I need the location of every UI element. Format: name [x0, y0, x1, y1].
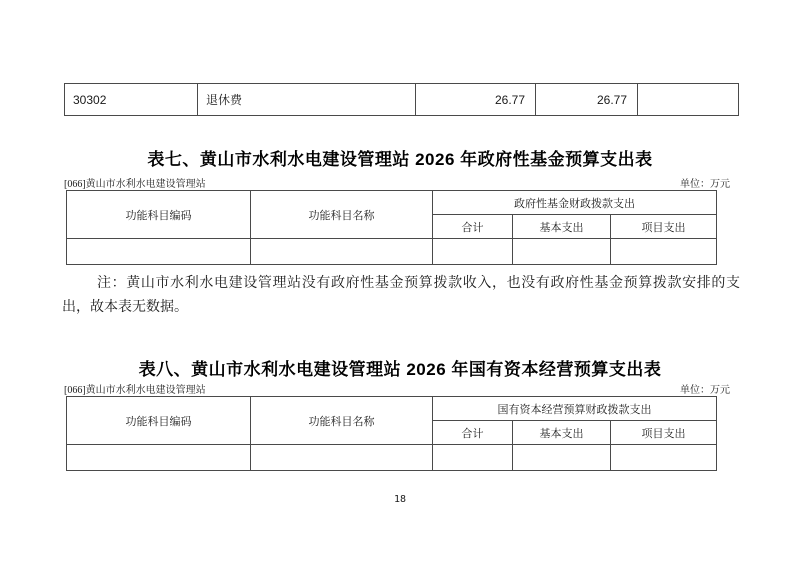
total-amount-cell: 26.77 — [416, 84, 536, 116]
empty-data-row — [67, 239, 717, 265]
table-eight-caption — [64, 381, 730, 396]
header-row-group — [67, 191, 717, 215]
table-row — [65, 84, 739, 116]
empty-cell — [611, 445, 717, 471]
function-name-cell: 退休费 — [198, 84, 416, 116]
header-total: 合计 — [433, 215, 513, 239]
continued-expense-table — [64, 83, 739, 116]
header-project: 项目支出 — [611, 215, 717, 239]
table-seven-note: 注：黄山市水利水电建设管理站没有政府性基金预算拨款收入，也没有政府性基金预算拨款安排的支出，故本表无数据。 — [62, 276, 740, 315]
empty-cell — [513, 239, 611, 265]
table-seven-title: 表七、黄山市水利水电建设管理站 2026 年政府性基金预算支出表 — [147, 150, 653, 169]
empty-cell — [67, 445, 251, 471]
header-row-group — [67, 397, 717, 421]
org-label: [066]黄山市水利水电建设管理站 — [64, 179, 206, 190]
empty-cell — [611, 239, 717, 265]
header-capital-group: 国有资本经营预算财政拨款支出 — [433, 397, 717, 421]
org-label: [066]黄山市水利水电建设管理站 — [64, 385, 206, 396]
header-basic: 基本支出 — [513, 421, 611, 445]
header-total: 合计 — [433, 421, 513, 445]
header-function-code: 功能科目编码 — [67, 191, 251, 239]
header-function-code: 功能科目编码 — [67, 397, 251, 445]
header-project: 项目支出 — [611, 421, 717, 445]
empty-cell — [251, 445, 433, 471]
empty-data-row — [67, 445, 717, 471]
empty-cell — [251, 239, 433, 265]
basic-expense-cell: 26.77 — [536, 84, 638, 116]
empty-cell — [433, 239, 513, 265]
header-function-name: 功能科目名称 — [251, 397, 433, 445]
empty-cell — [67, 239, 251, 265]
unit-label: 单位：万元 — [680, 385, 730, 396]
state-capital-budget-table — [66, 396, 717, 471]
header-function-name: 功能科目名称 — [251, 191, 433, 239]
page-number: 18 — [393, 494, 407, 505]
unit-label: 单位：万元 — [680, 179, 730, 190]
empty-cell — [433, 445, 513, 471]
header-basic: 基本支出 — [513, 215, 611, 239]
project-expense-cell — [638, 84, 739, 116]
table-eight-title: 表八、黄山市水利水电建设管理站 2026 年国有资本经营预算支出表 — [138, 360, 662, 379]
function-code-cell: 30302 — [65, 84, 198, 116]
gov-fund-budget-table — [66, 190, 717, 265]
empty-cell — [513, 445, 611, 471]
table-seven-caption — [64, 175, 730, 190]
header-fund-group: 政府性基金财政拨款支出 — [433, 191, 717, 215]
